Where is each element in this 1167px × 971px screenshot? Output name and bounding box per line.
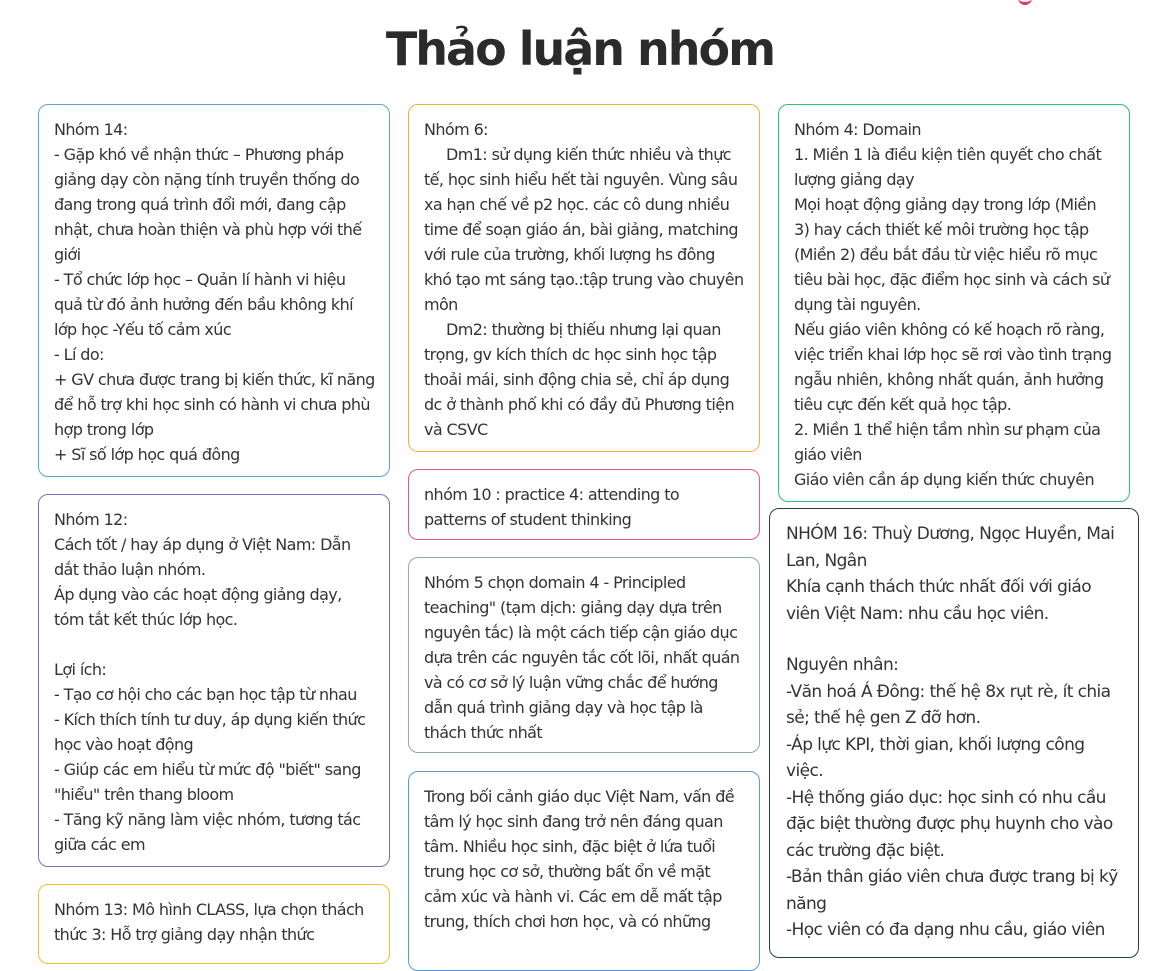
note-line: - Tạo cơ hội cho các bạn học tập từ nhau bbox=[54, 685, 357, 704]
note-line: Mọi hoạt động giảng dạy trong lớp (Miền 3) hay cách thiết kế môi trường học tập (Miền 2) đều bắt đầu từ việc hiểu rõ mục tiêu bài học, đặc điểm học sinh và cách sử dụng tài nguyên. bbox=[794, 195, 1114, 314]
sticky-note-nhom-6[interactable] bbox=[408, 104, 760, 452]
sticky-note-nhom-16[interactable] bbox=[769, 508, 1139, 958]
note-line: -Hệ thống giáo dục: học sinh có nhu cầu đặc biệt thường được phụ huynh cho vào các trường đặc biệt. bbox=[786, 787, 1118, 861]
sticky-note-nhom-10[interactable] bbox=[408, 469, 760, 540]
note-line: -Văn hoá Á Đông: thế hệ 8x rụt rè, ít chia sẻ; thế hệ gen Z đỡ hơn. bbox=[786, 681, 1116, 728]
note-line: - Tăng kỹ năng làm việc nhóm, tương tác giữa các em bbox=[54, 810, 365, 854]
sticky-note-nhom-12[interactable] bbox=[38, 494, 390, 867]
note-line: + GV chưa được trang bị kiến thức, kĩ năng để hỗ trợ khi học sinh có hành vi chưa phù hợp trong lớp bbox=[54, 370, 380, 439]
note-line: - Lí do: bbox=[54, 345, 104, 364]
note-line: - Giúp các em hiểu từ mức độ "biết" sang "hiểu" trên thang bloom bbox=[54, 760, 366, 804]
note-line: Giáo viên cần áp dụng kiến thức chuyên bbox=[794, 470, 1095, 489]
note-line: Dm2: thường bị thiếu nhưng lại quan trọng, gv kích thích dc học sinh học tập thoải mái, sinh động chia sẻ, chỉ áp dụng dc ở thành phố khi có đầy đủ Phương tiện và CSVC bbox=[424, 320, 739, 439]
note-line: Nhóm 5 chọn domain 4 - Principled teaching" (tạm dịch: giảng dạy dựa trên nguyên tắc) là một cách tiếp cận giáo dục dựa trên các nguyên tắc cốt lõi, nhất quán và có cơ sở lý luận vững chắc để hướng dẫn quá trình giảng dạy và học tập là thách thức nhất bbox=[424, 573, 744, 742]
note-line: Nhóm 13: Mô hình CLASS, lựa chọn thách thức 3: Hỗ trợ giảng dạy nhận thức bbox=[54, 900, 369, 944]
note-line: - Kích thích tính tư duy, áp dụng kiến thức học vào hoạt động bbox=[54, 710, 370, 754]
note-line: Nếu giáo viên không có kế hoạch rõ ràng, việc triển khai lớp học sẽ rơi vào tình trạng ngẫu nhiên, không nhất quán, ảnh hưởng tiêu cực đến kết quả học tập. bbox=[794, 320, 1116, 414]
note-line: nhóm 10 : practice 4: attending to patterns of student thinking bbox=[424, 485, 684, 529]
note-line: 1. Miền 1 là điều kiện tiên quyết cho chất lượng giảng dạy bbox=[794, 145, 1106, 189]
note-line: - Gặp khó về nhận thức – Phương pháp giảng dạy còn nặng tính truyền thống do đang trong quá trình đổi mới, đang cập nhật, chưa hoàn thiện và phù hợp với thế giới bbox=[54, 145, 366, 264]
note-line: Nhóm 6: bbox=[424, 120, 488, 139]
sticky-note-nhom-13[interactable] bbox=[38, 884, 390, 964]
note-line: Lợi ích: bbox=[54, 660, 107, 679]
blank-line bbox=[54, 632, 375, 657]
note-line: Nguyên nhân: bbox=[786, 655, 899, 675]
note-line: Nhóm 12: bbox=[54, 510, 128, 529]
note-line: NHÓM 16: Thuỳ Dương, Ngọc Huyền, Mai Lan, Ngân bbox=[786, 524, 1120, 571]
page-title: Thảo luận nhóm bbox=[385, 22, 775, 76]
note-line: + Sĩ số lớp học quá đông bbox=[54, 445, 240, 464]
note-line: -Học viên có đa dạng nhu cầu, giáo viên bbox=[786, 920, 1105, 940]
note-line: - Tổ chức lớp học – Quản lí hành vi hiệu quả từ đó ảnh hưởng đến bầu không khí lớp học -Yếu tố cảm xúc bbox=[54, 270, 358, 339]
note-line: Áp dụng vào các hoạt động giảng dạy, tóm tắt kết thúc lớp học. bbox=[54, 585, 347, 629]
corner-accent-mark bbox=[1018, 0, 1032, 5]
sticky-note-nhom-5[interactable] bbox=[408, 557, 760, 753]
note-line: Dm1: sử dụng kiến thức nhiều và thực tế, học sinh hiểu hết tài nguyên. Vùng sâu xa hạn chế về p2 học. các cô dung nhiều time để soạn giáo án, bài giảng, matching với rule của trường, khối lượng hs đông khó tạo mt sáng tạo.:tập trung vào chuyên môn bbox=[424, 145, 749, 314]
note-line: -Áp lực KPI, thời gian, khối lượng công việc. bbox=[786, 734, 1090, 781]
note-line: Trong bối cảnh giáo dục Việt Nam, vấn đề tâm lý học sinh đang trở nên đáng quan tâm. Nhiều học sinh, đặc biệt ở lứa tuổi trung học cơ sở, thường bất ổn về mặt cảm xúc và hành vi. Các em dễ mất tập trung, thích chơi hơn học, và có những bbox=[424, 787, 739, 931]
blank-line bbox=[786, 627, 1122, 652]
note-line: Nhóm 4: Domain bbox=[794, 120, 921, 139]
sticky-note-nhom-14[interactable] bbox=[38, 104, 390, 477]
note-line: Nhóm 14: bbox=[54, 120, 128, 139]
note-line: Cách tốt / hay áp dụng ở Việt Nam: Dẫn dắt thảo luận nhóm. bbox=[54, 535, 356, 579]
note-line: Khía cạnh thách thức nhất đối với giáo viên Việt Nam: nhu cầu học viên. bbox=[786, 577, 1096, 624]
sticky-note-nhom-4[interactable] bbox=[778, 104, 1130, 502]
note-line: -Bản thân giáo viên chưa được trang bị kỹ năng bbox=[786, 867, 1123, 914]
note-line: 2. Miền 1 thể hiện tầm nhìn sư phạm của giáo viên bbox=[794, 420, 1105, 464]
sticky-note-context[interactable] bbox=[408, 771, 760, 971]
